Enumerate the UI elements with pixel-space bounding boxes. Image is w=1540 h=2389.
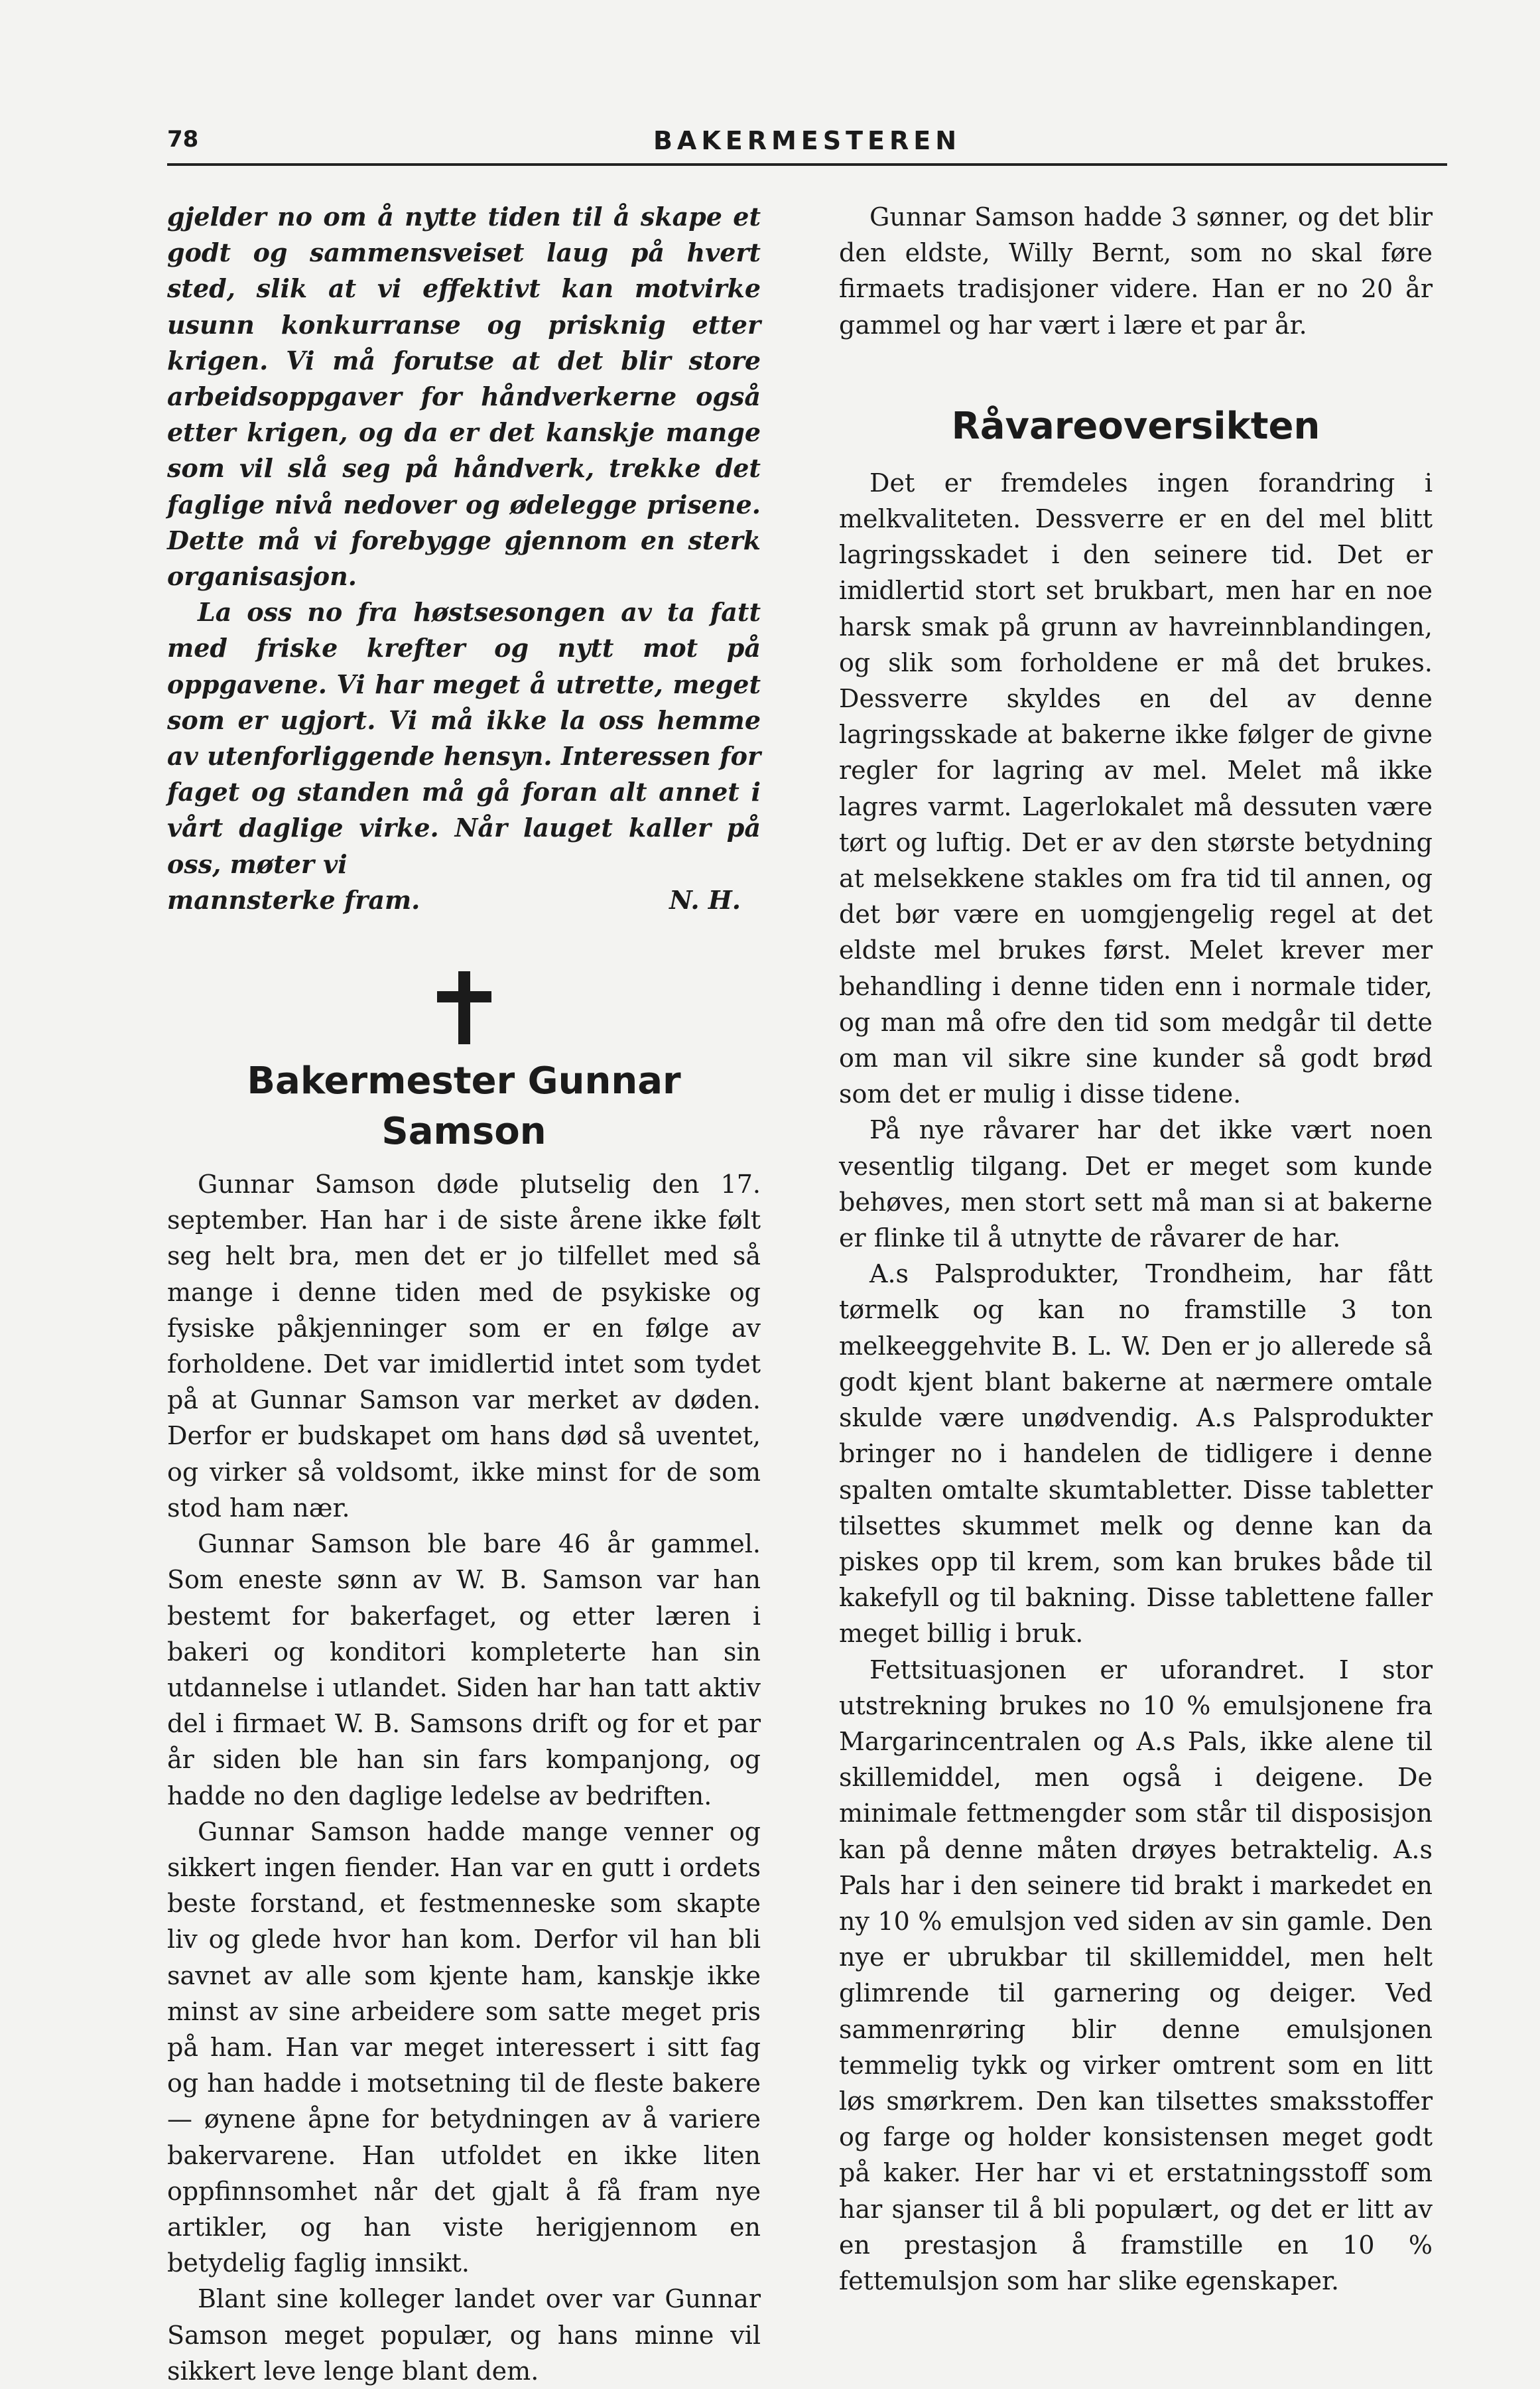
raavare-paragraph: Det er fremdeles ingen forandring i melkvaliteten. Dessverre er en del mel blitt lagringsskadet i den seinere tid. Det er imidlertid stort set brukbart, men har en noe harsk smak på grunn av havreinnblandingen, og slik som forholdene er må det brukes. Dessverre skyldes en del av denne lagringsskade at bakerne ikke følger de givne regler for lagring av mel. Melet må ikke lagres varmt. Lagerlokalet må dessuten være tørt og luftig. Det er av den største betydning at melsekkene stakles om fra tid til annen, og det bør være en uomgjengelig regel at det eldste mel brukes først. Melet krever mer behandling i denne tiden enn i normale tider, og man må ofre den tid som medgår til dette om man vil sikre sine kunder så godt brød som det er mulig i disse tidene.: [839, 468, 1433, 1109]
obituary-heading: Bakermester Gunnar Samson: [247, 1059, 681, 1154]
intro-paragraph: gjelder no om å nytte tiden til å skape et godt og sammensveiset laug på hvert sted, slik at vi effektivt kan motvirke usunn konkurranse og prisknig etter krigen. Vi må forutse at det blir store arbeidsoppgaver for håndverkerne også etter krigen, og da er det kanskje mange som vil slå seg på håndverk, trekke det faglige nivå nedover og ødelegge prisene. Dette må vi forebygge gjennom en sterk organisasjon.: [167, 202, 761, 592]
page-number: 78: [167, 126, 199, 153]
obituary-paragraph: Gunnar Samson ble bare 46 år gammel. Som eneste sønn av W. B. Samson var han bestemt for bakerfaget, og etter læren i bakeri og konditori kompleterte han sin utdannelse i utlandet. Siden har han tatt aktiv del i firmaet W. B. Samsons drift og for et par år siden ble han sin fars kompanjong, og hadde no den daglige ledelse av bedriften.: [167, 1529, 761, 1810]
obituary-paragraph: Gunnar Samson døde plutselig den 17. september. Han har i de siste årene ikke følt seg helt bra, men det er jo tilfellet med så mange i denne tiden med de psykiske og fysiske påkjenninger som er en følge av forholdene. Det var imidlertid intet som tydet på at Gunnar Samson var merket av døden. Derfor er budskapet om hans død så uventet, og virker så voldsomt, ikke minst for de som stod ham nær.: [167, 1170, 761, 1523]
raavare-paragraph: Fettsituasjonen er uforandret. I stor utstrekning brukes no 10 % emulsjonene fra Margarincentralen og A.s Pals, ikke alene til skillemiddel, men også i deigene. De minimale fettmengder som står til disposisjon kan på denne måten drøyes betraktelig. A.s Pals har i den seinere tid brakt i markedet en ny 10 % emulsjon ved siden av sin gamle. Den nye er ubrukbar til skillemiddel, men helt glimrende til garnering og deiger. Ved sammenrøring blir denne emulsjonen temmelig tykk og virker omtrent som en litt løs smørkrem. Den kan tilsettes smaksstoffer og farge og holder konsistensen meget godt på kaker. Her har vi et erstatningsstoff som har sjanser til å bli populært, og det er litt av en prestasjon å framstille en 10 % fettemulsjon som har slike egenskaper.: [839, 1655, 1433, 2295]
obituary-paragraph: Blant sine kolleger landet over var Gunnar Samson meget populær, og hans minne vil sikkert leve lenge blant dem.: [167, 2284, 761, 2386]
running-title: BAKERMESTEREN: [653, 126, 962, 155]
raavare-paragraph: På nye råvarer har det ikke vært noen vesentlig tilgang. Det er meget som kunde behøves, men stort sett må man si at bakerne er flinke til å utnytte de råvarer de har.: [839, 1115, 1433, 1253]
raavare-paragraph: A.s Palsprodukter, Trondheim, har fått tørmelk og kan no framstille 3 ton melkeeggehvite B. L. W. Den er jo allerede så godt kjent blant bakerne at nærmere omtale skulde være unødvendig. A.s Palsprodukter bringer no i handelen de tidligere i denne spalten omtalte skumtabletter. Disse tabletter tilsettes skummet melk og denne kan da piskes opp til krem, som kan brukes både til kakefyll og til bakning. Disse tablettene faller meget billig i bruk.: [839, 1259, 1433, 1649]
right-column: [839, 199, 1433, 2299]
obituary-continuation: Gunnar Samson hadde 3 sønner, og det blir den eldste, Willy Bernt, som no skal føre firmaets tradisjoner videre. Han er no 20 år gammel og har vært i lære et par år.: [839, 202, 1433, 340]
left-column: [167, 199, 761, 2389]
intro-closing-line: [167, 882, 761, 918]
intro-paragraph: La oss no fra høstsesongen av ta fatt med friske krefter og nytt mot på oppgavene. Vi har meget å utrette, meget som er ugjort. Vi må ikke la oss hemme av utenforliggende hensyn. Interessen for faget og standen må gå foran alt annet i vårt daglige virke. Når lauget kaller på oss, møter vi: [167, 597, 761, 879]
page-header: [167, 126, 1447, 166]
cross-icon: [434, 971, 494, 1044]
raavare-heading: Råvareoversikten: [951, 404, 1320, 448]
intro-last-line: mannsterke fram.: [167, 884, 420, 915]
obituary-paragraph: Gunnar Samson hadde mange venner og sikkert ingen fiender. Han var en gutt i ordets beste forstand, et festmenneske som skapte liv og glede hvor han kom. Derfor vil han bli savnet av alle som kjente ham, kanskje ikke minst av sine arbeidere som satte meget pris på ham. Han var meget interessert i sitt fag og han hadde i motsetning til de fleste bakere — øynene åpne for betydningen av å variere bakervarene. Han utfoldet en ikke liten oppfinnsomhet når det gjalt å få fram nye artikler, og han viste herigjennom en betydelig faglig innsikt.: [167, 1816, 761, 2278]
author-signature: N. H.: [669, 884, 741, 915]
